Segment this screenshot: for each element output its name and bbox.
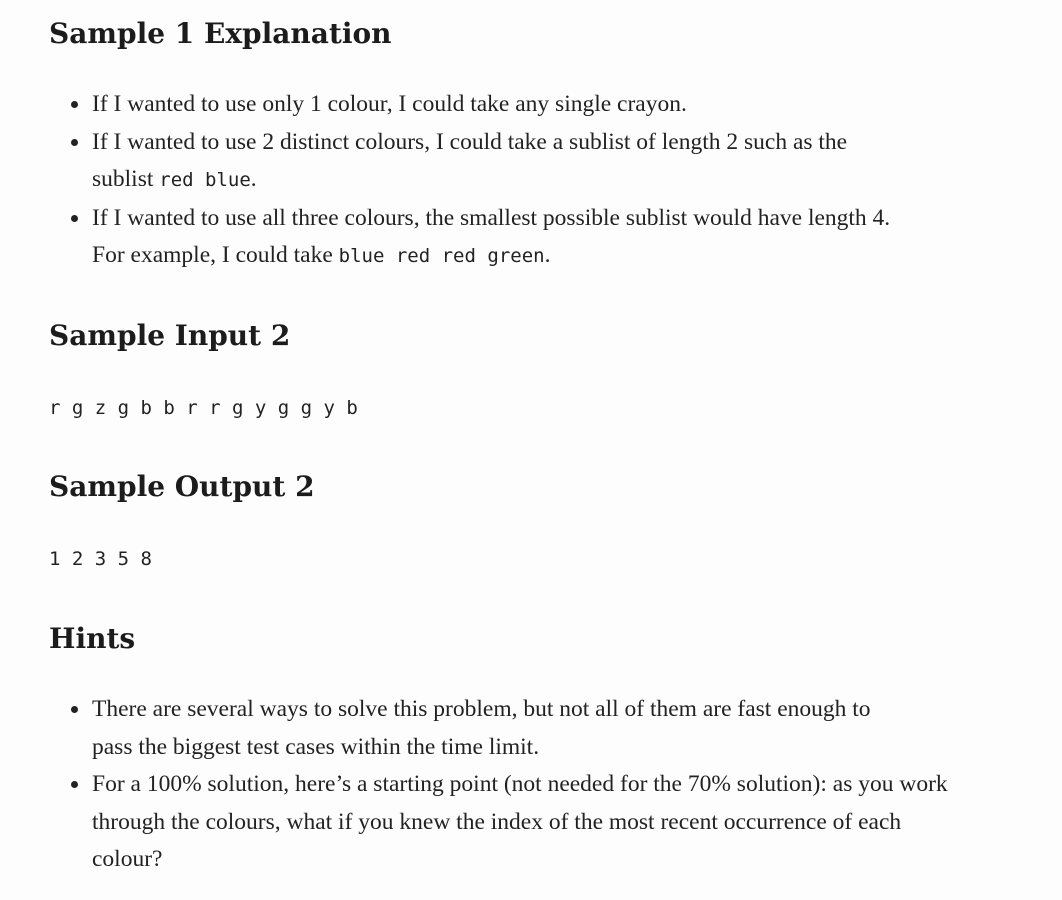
heading-sample-output-2: Sample Output 2 (49, 470, 315, 503)
list-item: For a 100% solution, here’s a starting point (not needed for the 70% solution): as you work through the colours, what if you knew the index of the most recent occurrence of each colour? (49, 766, 952, 879)
bullet-icon (71, 706, 78, 713)
sample-input-2-block: r g z g b b r r g y g g y b (49, 397, 358, 419)
bullet-icon (71, 139, 78, 146)
inline-code: red blue (159, 169, 251, 191)
bullet-icon (71, 215, 78, 222)
heading-sample-input-2: Sample Input 2 (49, 319, 291, 352)
bullet-icon (71, 101, 78, 108)
hints-list (49, 691, 949, 879)
sample-output-2-block: 1 2 3 5 8 (49, 548, 152, 570)
list-item: If I wanted to use 2 distinct colours, I could take a sublist of length 2 such as the sublist red blue. (49, 124, 892, 200)
list-item: If I wanted to use only 1 colour, I could take any single crayon. (49, 86, 949, 124)
bullet-icon (71, 781, 78, 788)
list-item: If I wanted to use all three colours, the smallest possible sublist would have length 4. For example, I could take blue red red green. (49, 200, 922, 276)
sample-1-explanation-list (49, 86, 949, 276)
heading-sample-1-explanation: Sample 1 Explanation (49, 17, 392, 50)
list-item: There are several ways to solve this problem, but not all of them are fast enough to pass the biggest test cases within the time limit. (49, 691, 912, 766)
heading-hints: Hints (49, 622, 136, 655)
inline-code: blue red red green (338, 245, 545, 267)
